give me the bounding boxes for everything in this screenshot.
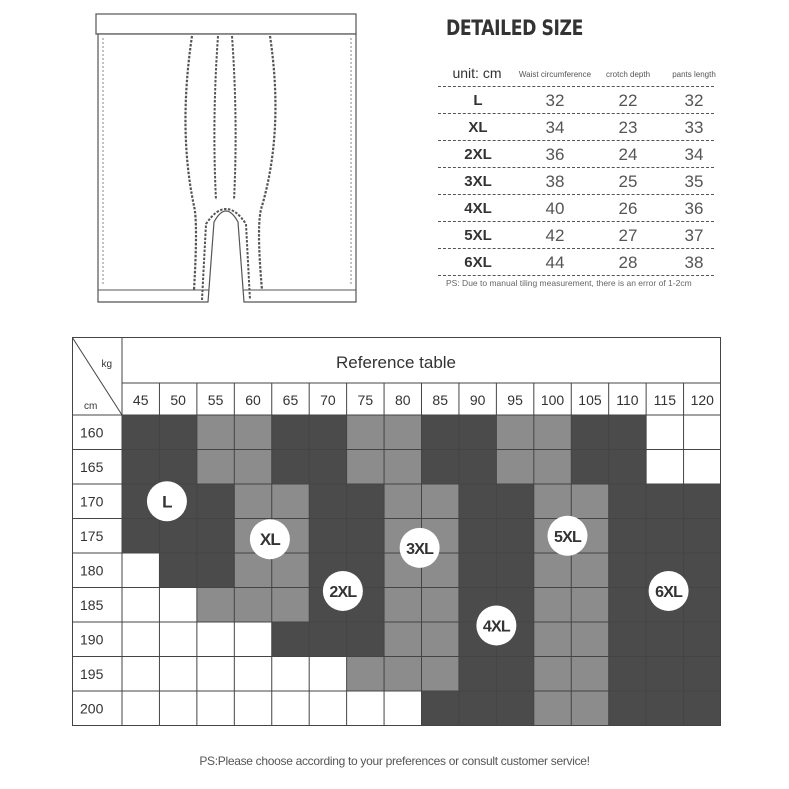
grid-cell — [234, 691, 271, 726]
grid-cell — [534, 622, 571, 657]
detailed-size-title: DETAILED SIZE — [446, 16, 583, 40]
grid-cell — [496, 657, 533, 692]
grid-cell — [384, 484, 421, 519]
grid-cell — [234, 622, 271, 657]
crotch-value: 22 — [618, 91, 638, 110]
length-value: 38 — [684, 253, 704, 272]
grid-cell — [122, 622, 159, 657]
grid-cell — [609, 691, 646, 726]
grid-cell — [459, 450, 496, 485]
grid-cell — [122, 588, 159, 623]
size-badge-label: 4XL — [482, 618, 510, 636]
crotch-value: 24 — [618, 145, 638, 164]
grid-cell — [609, 484, 646, 519]
grid-cell — [684, 691, 721, 726]
grid-cell — [159, 553, 196, 588]
grid-cell — [571, 415, 608, 450]
length-value: 37 — [684, 226, 704, 245]
weight-label: 80 — [394, 392, 411, 408]
grid-cell — [197, 622, 234, 657]
grid-cell — [422, 484, 459, 519]
weight-label: 85 — [432, 392, 449, 408]
measurement-note: PS: Due to manual tiling measurement, there is an error of 1-2cm — [446, 278, 692, 288]
waist-value: 38 — [545, 172, 565, 191]
grid-cell — [496, 691, 533, 726]
size-badge-label: L — [162, 492, 172, 512]
grid-cell — [159, 450, 196, 485]
size-badge-label: 3XL — [406, 540, 434, 558]
grid-cell — [122, 691, 159, 726]
grid-cell — [197, 553, 234, 588]
grid-cell — [571, 450, 608, 485]
grid-cell — [309, 519, 346, 554]
grid-cell — [422, 415, 459, 450]
grid-cell — [234, 657, 271, 692]
waist-value: 44 — [545, 253, 565, 272]
grid-cell — [534, 450, 571, 485]
grid-cell — [347, 484, 384, 519]
grid-cell — [646, 415, 683, 450]
grid-cell — [234, 484, 271, 519]
grid-cell — [646, 450, 683, 485]
waist-value: 42 — [545, 226, 565, 245]
grid-cell — [197, 519, 234, 554]
grid-cell — [422, 657, 459, 692]
grid-cell — [122, 519, 159, 554]
grid-cell — [159, 519, 196, 554]
grid-cell — [646, 691, 683, 726]
grid-cell — [609, 415, 646, 450]
waist-value: 40 — [545, 199, 565, 218]
grid-cell — [347, 622, 384, 657]
grid-cell — [309, 484, 346, 519]
crotch-value: 26 — [618, 199, 638, 218]
height-label: 200 — [80, 700, 104, 717]
grid-cell — [234, 415, 271, 450]
grid-cell — [384, 415, 421, 450]
grid-cell — [234, 450, 271, 485]
unit-label: unit: cm — [452, 65, 502, 81]
grid-cell — [571, 622, 608, 657]
grid-cell — [272, 622, 309, 657]
grid-cell — [646, 657, 683, 692]
grid-cell — [684, 450, 721, 485]
grid-cell — [197, 415, 234, 450]
grid-cell — [347, 657, 384, 692]
grid-cell — [609, 519, 646, 554]
size-label: 3XL — [464, 173, 492, 190]
grid-cell — [534, 691, 571, 726]
grid-cell — [459, 415, 496, 450]
size-row-6xl — [438, 249, 714, 276]
length-value: 34 — [684, 145, 704, 164]
height-label: 175 — [80, 527, 104, 544]
grid-cell — [459, 553, 496, 588]
grid-cell — [571, 691, 608, 726]
shorts-outline — [98, 34, 356, 302]
size-table-header — [438, 60, 714, 87]
grid-cell — [571, 588, 608, 623]
size-row-3xl — [438, 168, 714, 195]
grid-cell — [609, 588, 646, 623]
grid-cell — [309, 415, 346, 450]
grid-cell — [384, 657, 421, 692]
grid-cell — [384, 691, 421, 726]
grid-cell — [684, 588, 721, 623]
size-badge-label: 5XL — [554, 528, 581, 546]
length-value: 33 — [684, 118, 704, 137]
grid-cell — [459, 484, 496, 519]
grid-cell — [347, 519, 384, 554]
grid-cell — [122, 553, 159, 588]
grid-cell — [609, 553, 646, 588]
grid-cell — [272, 415, 309, 450]
grid-cell — [684, 415, 721, 450]
grid-cell — [459, 519, 496, 554]
grid-cell — [609, 622, 646, 657]
column-waist: Waist circumference — [518, 70, 592, 79]
grid-cell — [309, 450, 346, 485]
size-badge-label: 6XL — [655, 583, 683, 601]
grid-cell — [272, 657, 309, 692]
grid-cell — [534, 415, 571, 450]
size-badge-label: XL — [259, 530, 280, 550]
size-label: 6XL — [464, 254, 492, 271]
grid-cell — [496, 484, 533, 519]
grid-cell — [571, 553, 608, 588]
size-row-l — [438, 87, 714, 114]
height-label: 165 — [80, 458, 104, 475]
size-label: 4XL — [464, 200, 492, 217]
grid-cell — [347, 691, 384, 726]
kg-axis-label: kg — [101, 359, 112, 370]
crotch-value: 27 — [618, 226, 638, 245]
grid-cell — [459, 657, 496, 692]
grid-cell — [272, 691, 309, 726]
grid-cell — [122, 450, 159, 485]
grid-cell — [684, 519, 721, 554]
grid-cell — [272, 450, 309, 485]
grid-cell — [347, 450, 384, 485]
weight-label: 45 — [132, 392, 149, 408]
detailed-size-table — [438, 60, 714, 276]
size-row-4xl — [438, 195, 714, 222]
height-label: 195 — [80, 665, 104, 682]
grid-cell — [684, 622, 721, 657]
height-label: 160 — [80, 424, 104, 441]
size-label: L — [473, 92, 483, 109]
length-value: 32 — [684, 91, 704, 110]
weight-label: 110 — [616, 392, 639, 408]
size-label: 5XL — [464, 227, 492, 244]
grid-cell — [197, 484, 234, 519]
length-value: 36 — [684, 199, 704, 218]
grid-cell — [571, 657, 608, 692]
reference-table — [72, 337, 721, 726]
grid-cell — [159, 691, 196, 726]
grid-cell — [684, 657, 721, 692]
grid-cell — [384, 622, 421, 657]
grid-cell — [646, 484, 683, 519]
cm-axis-label: cm — [84, 401, 98, 412]
grid-cell — [197, 691, 234, 726]
height-label: 180 — [80, 562, 104, 579]
grid-cell — [422, 450, 459, 485]
grid-cell — [609, 657, 646, 692]
grid-cell — [309, 657, 346, 692]
grid-cell — [684, 553, 721, 588]
grid-cell — [609, 450, 646, 485]
grid-cell — [534, 657, 571, 692]
grid-cell — [422, 691, 459, 726]
weight-label: 90 — [469, 392, 486, 408]
crotch-value: 25 — [618, 172, 638, 191]
grid-cell — [534, 484, 571, 519]
grid-cell — [534, 588, 571, 623]
size-row-5xl — [438, 222, 714, 249]
weight-label: 95 — [507, 392, 523, 408]
boxer-shorts-illustration — [76, 10, 376, 310]
grid-cell — [496, 519, 533, 554]
size-row-2xl — [438, 141, 714, 168]
grid-cell — [347, 415, 384, 450]
grid-cell — [159, 622, 196, 657]
grid-cell — [197, 588, 234, 623]
weight-label: 100 — [540, 392, 565, 408]
weight-label: 120 — [690, 392, 714, 408]
weight-label: 60 — [245, 392, 261, 408]
grid-cell — [571, 484, 608, 519]
grid-cell — [459, 691, 496, 726]
grid-cell — [159, 588, 196, 623]
crotch-value: 28 — [618, 253, 638, 272]
grid-cell — [159, 415, 196, 450]
grid-cell — [496, 450, 533, 485]
height-label: 185 — [80, 596, 104, 613]
grid-cell — [309, 691, 346, 726]
grid-cell — [496, 415, 533, 450]
size-label: XL — [468, 119, 488, 136]
size-label: 2XL — [464, 146, 492, 163]
grid-cell — [646, 519, 683, 554]
grid-cell — [122, 657, 159, 692]
grid-cell — [684, 484, 721, 519]
length-value: 35 — [684, 172, 704, 191]
grid-cell — [534, 553, 571, 588]
reference-table-title: Reference table — [335, 353, 457, 372]
grid-cell — [309, 622, 346, 657]
grid-cell — [384, 450, 421, 485]
grid-cell — [159, 657, 196, 692]
grid-cell — [272, 588, 309, 623]
grid-cell — [197, 450, 234, 485]
footer-note: PS:Please choose according to your preferences or consult customer service! — [199, 754, 590, 768]
grid-cell — [122, 415, 159, 450]
weight-label: 70 — [320, 392, 336, 408]
weight-label: 75 — [357, 392, 374, 408]
grid-cell — [197, 657, 234, 692]
waistband — [96, 14, 356, 34]
waist-value: 36 — [545, 145, 565, 164]
grid-cell — [234, 588, 271, 623]
grid-cell — [496, 553, 533, 588]
grid-cell — [422, 588, 459, 623]
grid-cell — [384, 588, 421, 623]
weight-label: 50 — [170, 392, 186, 408]
weight-label: 105 — [578, 392, 602, 408]
size-row-xl — [438, 114, 714, 141]
height-label: 170 — [80, 493, 104, 510]
height-label: 190 — [80, 631, 104, 648]
waist-value: 34 — [545, 118, 565, 137]
crotch-value: 23 — [618, 118, 638, 137]
grid-cell — [272, 484, 309, 519]
weight-label: 65 — [282, 392, 299, 408]
size-badge-label: 2XL — [329, 583, 357, 601]
waist-value: 32 — [545, 91, 565, 110]
weight-label: 115 — [653, 392, 677, 408]
column-pants-length: pants length — [672, 70, 716, 79]
grid-cell — [646, 622, 683, 657]
weight-label: 55 — [207, 392, 224, 408]
grid-cell — [272, 553, 309, 588]
column-crotch-depth: crotch depth — [605, 70, 651, 79]
grid-cell — [422, 622, 459, 657]
